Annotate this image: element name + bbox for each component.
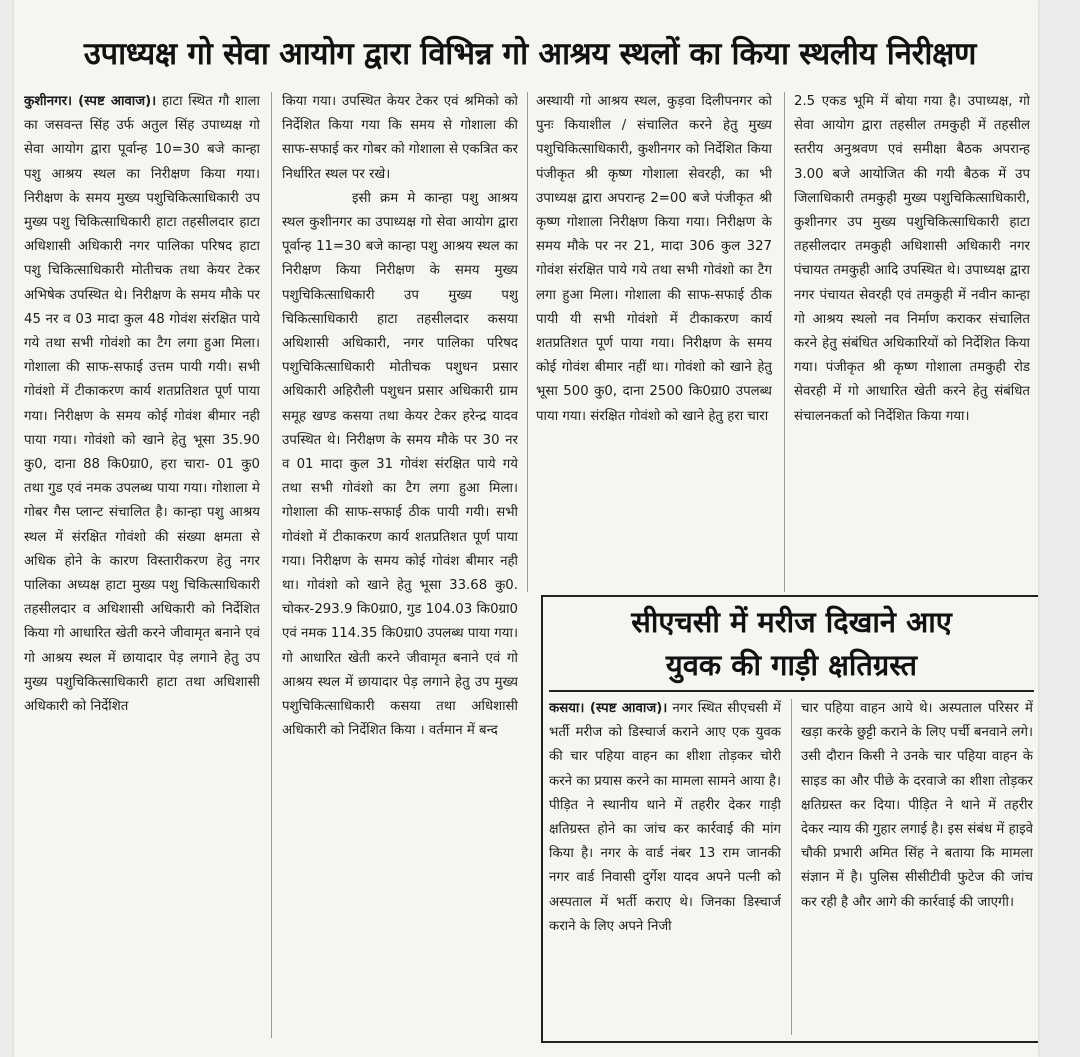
box-headline-line-1: सीएचसी में मरीज दिखाने आए: [631, 605, 952, 639]
column-divider: [527, 92, 528, 592]
box-column-1: [549, 697, 781, 1037]
box-column-1-text: नगर स्थित सीएचसी में भर्ती मरीज को डिस्चार्ज कराने आए एक युवक की चार पहिया वाहन का शीशा तोड़कर चोरी करने का प्रयास करने का मामला सामने आया है। पीड़ित ने स्थानीय थाने में तहरीर देकर गाड़ी क्षतिग्रस्त होने का जांच कर कार्रवाई की मांग किया है। नगर के वार्ड नंबर 13 राम जानकी नगर वार्ड निवासी दुर्गेश यादव अपने पत्नी को अस्पताल में भर्ती कराए थे। जिनका डिस्चार्ज कराने के लिए अपने निजी: [549, 701, 781, 934]
box-column-2-text: चार पहिया वाहन आये थे। अस्पताल परिसर में खड़ा करके छुट्टी कराने के लिए पर्ची बनवाने लगे। उसी दौरान किसी ने उनके चार पहिया वाहन के साइड का और पीछे के दरवाजे का शीशा तोड़कर क्षतिग्रस्त कर दिया। पीड़ित ने थाने में तहरीर देकर न्याय की गुहार लगाई है। इस संबंध में हाइवे चौकी प्रभारी अमित सिंह ने बताया कि मामला संज्ञान में है। पुलिस सीसीटीवी फुटेज की जांच कर रही है और आगे की कार्रवाई की जाएगी।: [801, 701, 1033, 910]
column-divider: [784, 92, 785, 592]
column-4-text: 2.5 एकड भूमि में बोया गया है। उपाध्यक्ष, गो सेवा आयोग द्वारा तहसील तमकुही में तहसील स्तरीय अनुश्रवण एवं समीक्षा बैठक अपरान्ह 3.00 बजे आयोजित की गयी बैठक में उप जिलाधिकारी तमकुही मुख्य पशुचिकित्साधिकारी, कुशीनगर उप मुख्य पशुचिकित्साधिकारी हाटा तहसीलदार तमकुही अधिशासी अधिकारी नगर पंचायत तमकुही आदि उपस्थित थे। उपाध्यक्ष द्वारा नगर पंचायत सेवरही एवं तमकुही में नवीन कान्हा गो आश्रय स्थलो नव निर्माण कराकर संचालित करने हेतु संबंधित अधिकारियों को निर्देशित किया गया। पंजीकृत श्री कृष्ण गोशाला तमकुही रोड सेवरही में गो आधारित खेती करने हेतु संबंधित संचालनकर्ता को निर्देशित किया गया।: [794, 94, 1030, 424]
main-headline: उपाध्यक्ष गो सेवा आयोग द्वारा विभिन्न गो आश्रय स्थलों का किया स्थलीय निरीक्षण: [83, 36, 977, 72]
column-2-text-a: किया गया। उपस्थित केयर टेकर एवं श्रमिको को निर्देशित किया गया कि समय से गोशाला की साफ-सफाई कर गोबर को गोशाला से एकत्रित कर निर्धारित स्थल पर रखे।: [282, 94, 518, 182]
box-column-2: [801, 697, 1033, 1037]
box-headline: [549, 601, 1034, 691]
column-2-text-b: इसी क्रम मे कान्हा पशु आश्रय स्थल कुशीनगर का उपाध्यक्ष गो सेवा आयोग द्वारा पूर्वान्ह 11=30 बजे कान्हा पशु आश्रय स्थल का निरीक्षण किया निरीक्षण के समय मुख्य पशुचिकित्साधिकारी उप मुख्य पशु चिकित्साधिकारी हाटा तहसीलदार कसया अधिशासी अधिकारी, नगर पालिका परिषद पशुचिकित्साधिकारी मोतीचक पशुधन प्रसार अधिकारी अहिरौली पशुधन प्रसार अधिकारी ग्राम समूह खण्ड कसया तथा केयर टेकर हरेन्द्र यादव उपस्थित थे। निरीक्षण के समय मौके पर 30 नर व 01 मादा कुल 31 गोवंश संरक्षित पाये गये तथा सभी गोवंशो का टैग लगा हुआ मिला। गोशाला की साफ-सफाई ठीक पायी गयी। सभी गोवंशो में टीकाकरण कार्य शतप्रतिशत पूर्ण पाया गया। निरीक्षण के समय कोई गोवंश बीमार नही था। गोवंशो को खाने हेतु भूसा 33.68 कु0. चोकर-293.9 कि0ग्रा0, गुड 104.03 कि0ग्रा0 एवं नमक 114.35 कि0ग्रा0 उपलब्ध पाया गया। गो आधारित खेती करने जीवामृत बनाने एवं गो आश्रय स्थल में छायादार पेड़ लगाने हेतु उप मुख्य पशुचिकित्साधिकारी कसया तथा अधिशासी अधिकारी को निर्देशित किया । वर्तमान में बन्द: [282, 190, 518, 739]
article-column-1: [24, 90, 260, 1040]
boxed-news-article: [541, 595, 1038, 1043]
box-column-divider: [791, 699, 792, 1035]
article-column-4: [794, 90, 1030, 590]
column-3-text: अस्थायी गो आश्रय स्थल, कुड़वा दिलीपनगर को पुनः कियाशील / संचालित करने हेतु मुख्य पशुचिकित्साधिकारी, कुशीनगर को निर्देशित किया पंजीकृत श्री कृष्ण गोशाला सेवरही, का भी उपाध्यक्ष द्वारा अपरान्ह 2=00 बजे पंजीकृत श्री कृष्ण गोशाला निरीक्षण किया गया। निरीक्षण के समय मौके पर नर 21, मादा 306 कुल 327 गोवंश संरक्षित पाये गये तथा सभी गोवंशो का टैग लगा हुआ मिला। गोशाला की साफ-सफाई ठीक पायी यी सभी गोवंशो में टीकाकरण कार्य शतप्रतिशत पूर्ण पाया गया। निरीक्षण के समय कोई गोवंश बीमार नहीं था। गोवंशो को खाने हेतु भूसा 500 कु0, दाना 2500 कि0ग्रा0 उपलब्ध पाया गया। संरक्षित गोवंशो को खाने हेतु हरा चारा: [536, 94, 772, 424]
column-1-text: हाटा स्थित गौ शाला का जसवन्त सिंह उर्फ अतुल सिंह उपाध्यक्ष गो सेवा आयोग द्वारा पूर्वान्ह 10=30 बजे कान्हा पशु आश्रय स्थल का निरीक्षण किया गया। निरीक्षण के समय मुख्य पशुचिकित्साधिकारी उप मुख्य पशु चिकित्साधिकारी हाटा तहसीलदार हाटा अधिशासी अधिकारी नगर पालिका परिषद हाटा पशु चिकित्साधिकारी मोतीचक तथा केयर टेकर अभिषेक उपस्थित थे। निरीक्षण के समय मौके पर 45 नर व 03 मादा कुल 48 गोवंश संरक्षित पाये गये तथा सभी गोवंशो का टैग लगा हुआ मिला। गोशाला की साफ-सफाई उत्तम पायी गयी। सभी गोवंशो में टीकाकरण कार्य शतप्रतिशत पूर्ण पाया गया। निरीक्षण के समय कोई गोवंश बीमार नही पाया गया। गोवंशो को खाने हेतु भूसा 35.90 कु0, दाना 88 कि0ग्रा0, हरा चारा- 01 कु0 तथा गुड एवं नमक उपलब्ध पाया गया। गोशाला मे गोबर गैस प्लान्ट संचालित है। कान्हा पशु आश्रय स्थल में संरक्षित गोवंशो की संख्या क्षमता से अधिक होने के कारण विस्तारीकरण हेतु नगर पालिका अध्यक्ष हाटा मुख्य पशु चिकित्साधिकारी तहसीलदार व अधिशासी अधिकारी को निर्देशित किया गो आधारित खेती करने जीवामृत बनाने एवं गो आश्रय स्थल में छायादार पेड़ लगाने हेतु उप मुख्य पशुचिकित्साधिकारी हाटा तथा अधिशासी अधिकारी को निर्देशित: [24, 94, 260, 715]
box-headline-line-2: युवक की गाड़ी क्षतिग्रस्त: [665, 648, 918, 682]
column-divider: [271, 92, 272, 1038]
box-headline-rule: [549, 690, 1034, 692]
main-dateline: कुशीनगर। (स्पष्ट आवाज)।: [24, 94, 157, 109]
article-column-3: [536, 90, 772, 590]
article-column-2: [282, 90, 518, 1040]
newspaper-page: [14, 0, 1038, 1057]
box-dateline: कसया। (स्पष्ट आवाज)।: [549, 701, 668, 716]
page-margin: [1040, 0, 1080, 1057]
